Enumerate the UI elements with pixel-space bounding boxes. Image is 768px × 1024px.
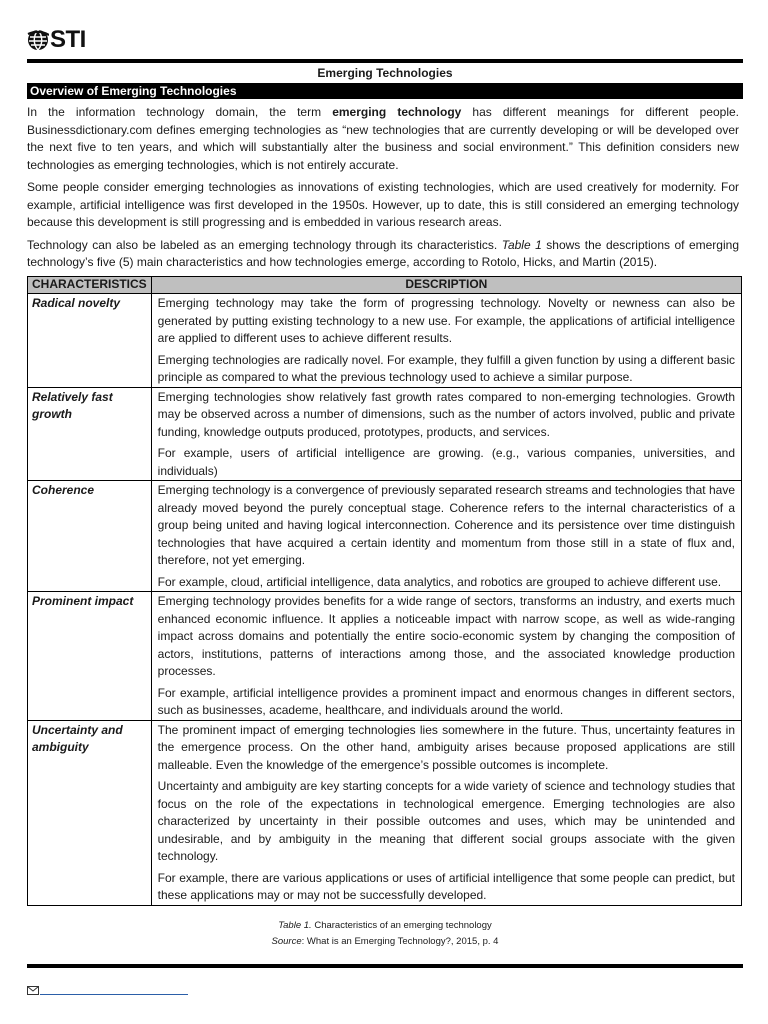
description-paragraph: For example, artificial intelligence provides a prominent impact and enormous changes in different sectors, such as businesses, academe, healthcare, and individuals around the world. <box>157 685 735 717</box>
document-title: Emerging Technologies <box>317 66 453 80</box>
description-paragraph: Emerging technology is a convergence of previously separated research streams and technologies that have already moved beyond the purely conceptual stage. Coherence refers to the internal characteristics of a group being united and having logical interconnection. Coherence and its persistence over time distinguish technologies that have acquired a certain identity and momentum from those still in a state of flux and, therefore, not yet emerging. <box>157 483 735 567</box>
table-row <box>28 481 742 592</box>
description-paragraph: Emerging technology may take the form of progressing technology. Novelty or newness can also be generated by putting existing technology to a new use. For example, the applications of artificial intelligence are applied to different uses to achieve different results. <box>157 296 735 345</box>
table-row <box>28 387 742 481</box>
description-paragraph: For example, there are various applications or uses of artificial intelligence that some people can predict, but these applications may or may not be successfully developed. <box>157 870 735 902</box>
envelope-icon <box>27 986 39 995</box>
characteristic-name: Uncertainty and ambiguity <box>28 720 152 905</box>
table-caption <box>27 918 743 950</box>
characteristics-table <box>27 276 742 906</box>
description-paragraph: Uncertainty and ambiguity are key starting concepts for a wide variety of science and technology studies that focus on the role of the expectations in technological emergence. Emerging technologies are also characterized by uncertainty in their possible outcomes and uses, which may be unintended and undesirable, and by ambiguity in the meaning that different social groups associate with the given technology. <box>157 779 735 863</box>
characteristic-description <box>151 481 741 592</box>
section-heading: Overview of Emerging Technologies <box>27 83 743 99</box>
table-header-row <box>28 277 742 294</box>
intro-text <box>27 104 739 277</box>
header-description: DESCRIPTION <box>151 277 741 294</box>
top-rule <box>27 59 743 63</box>
description-paragraph: The prominent impact of emerging technologies lies somewhere in the future. Thus, uncertainty features in the emergence process. On the other hand, ambiguity arises because proposed applications are still malleable. Even the knowledge of the emergence’s possible outcomes is incomplete. <box>157 722 735 772</box>
description-paragraph: Emerging technology provides benefits for a wide range of sectors, transforms an industry, and exerts much enhanced economic influence. It applies a noticeable impact with narrow scope, as well as wide-ranging impact across domains and potentially the entire socio-economic system by changing the composition of actors, institutions, patterns of interactions among those, and the associated knowledge production processes. <box>157 594 735 678</box>
characteristic-description <box>151 294 741 388</box>
bottom-rule <box>27 964 743 968</box>
characteristic-name: Radical novelty <box>28 294 152 388</box>
table-row <box>28 294 742 388</box>
table-row <box>28 592 742 721</box>
characteristic-description <box>151 720 741 905</box>
sti-logo <box>27 28 86 52</box>
characteristic-name: Prominent impact <box>28 592 152 721</box>
description-paragraph: Emerging technologies are radically novel. For example, they fulfill a given function by using a different basic principle as compared to what the previous technology used to achieve a similar purpose. <box>157 352 735 384</box>
email-link[interactable] <box>40 985 188 995</box>
header-characteristics: CHARACTERISTICS <box>28 277 152 294</box>
description-paragraph: For example, cloud, artificial intelligence, data analytics, and robotics are grouped to achieve different use. <box>157 574 722 589</box>
characteristic-description <box>151 387 741 481</box>
characteristic-description <box>151 592 741 721</box>
description-paragraph: Emerging technologies show relatively fast growth rates compared to non-emerging technologies. Growth may be observed across a number of dimensions, such as the number of actors involved, public and private funding, knowledge outputs produced, prototypes, products, and services. <box>157 389 735 439</box>
paragraph-1: In the information technology domain, the term emerging technology has different meanings for different people. Businessdictionary.com defines emerging technologies as “new technologies that are currently developing or will be developed over the next five to ten years, and which will substantially alter the business and social environment.” This definition considers new technologies as emerging technologies, which is not entirely accurate. <box>27 105 739 172</box>
description-paragraph: For example, users of artificial intelligence are growing. (e.g., various companies, universities, and individuals) <box>157 446 735 478</box>
paragraph-2: Some people consider emerging technologies as innovations of existing technologies, which are used creatively for modernity. For example, artificial intelligence was first developed in the 1950s. However, up to date, this is still considered an emerging technology because this development is still progressing and is embedded in various research areas. <box>27 180 739 229</box>
caption-source: Source: What is an Emerging Technology?, 2015, p. 4 <box>271 936 499 947</box>
characteristic-name: Coherence <box>28 481 152 592</box>
table-row <box>28 720 742 905</box>
paragraph-3: Technology can also be labeled as an emerging technology through its characteristics. Table 1 shows the descriptions of emerging technology’s five (5) main characteristics and how technologies emerge, according to Rotolo, Hicks, and Martin (2015). <box>27 237 739 269</box>
characteristic-name: Relatively fast growth <box>28 387 152 481</box>
caption-title: Table 1. Characteristics of an emerging technology <box>278 920 492 931</box>
logo-text: STI <box>50 26 86 53</box>
page-header <box>27 28 86 58</box>
page-footer <box>27 985 188 995</box>
globe-icon <box>27 28 49 52</box>
